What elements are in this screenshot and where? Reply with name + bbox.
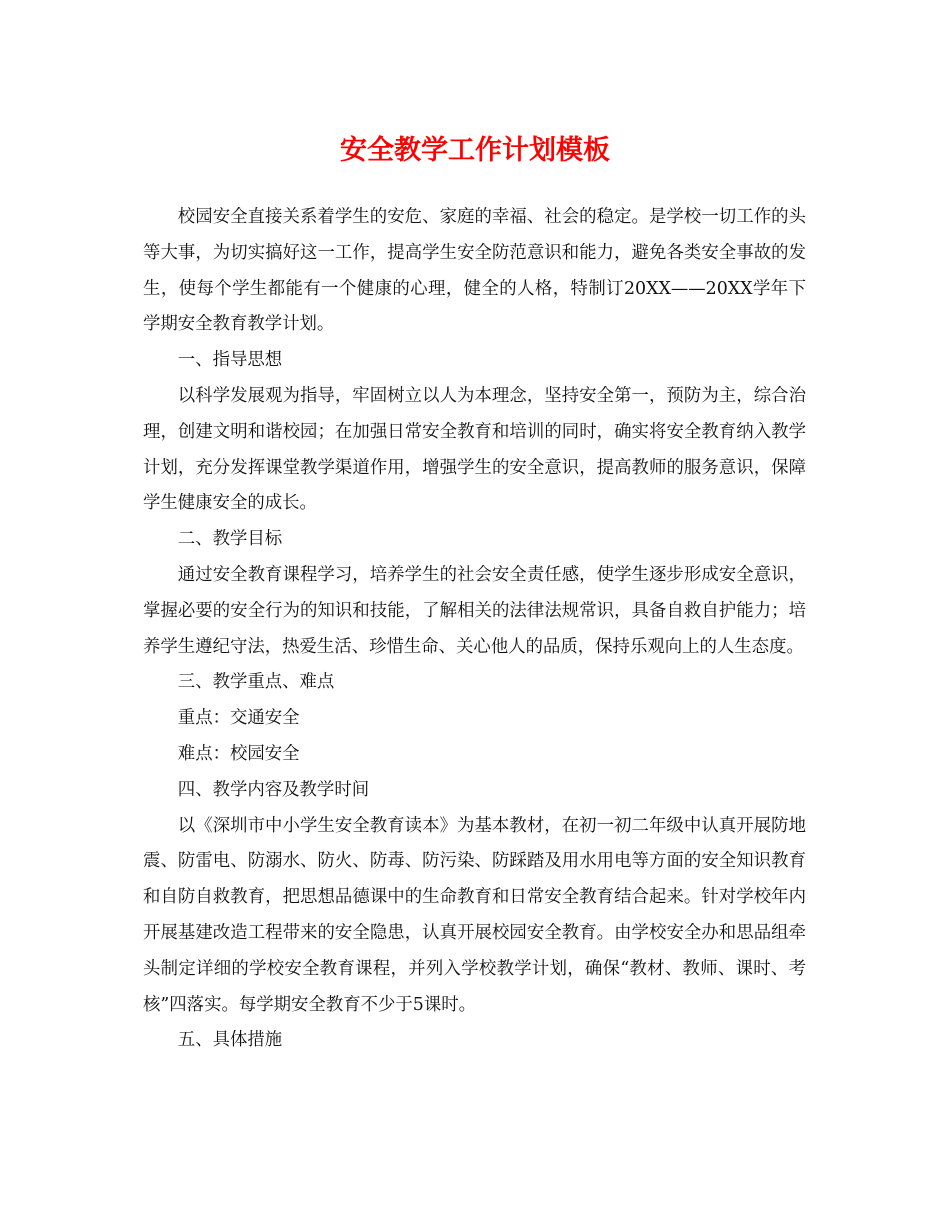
difficult-point-line: 难点：校园安全 — [177, 743, 300, 764]
key-point-line: 重点：交通安全 — [177, 708, 300, 729]
document-title: 安全教学工作计划模板 — [340, 135, 610, 166]
document-body — [143, 200, 806, 1059]
section-heading-teaching-goals: 二、教学目标 — [177, 529, 283, 550]
teaching-goals-paragraph: 通过安全教育课程学习，培养学生的社会安全责任感，使学生逐步形成安全意识，掌握必要的安全行为的知识和技能，了解相关的法律法规常识，具备自救自护能力；培养学生遵纪守法，热爱生活、珍惜生命、关心他人的品质，保持乐观向上的人生态度。 — [143, 564, 806, 657]
section-heading-content-and-time: 四、教学内容及教学时间 — [177, 779, 370, 800]
section-heading-guiding-ideology: 一、指导思想 — [177, 350, 283, 371]
content-and-time-paragraph: 以《深圳市中小学生安全教育读本》为基本教材，在初一初二年级中认真开展防地震、防雷电、防溺水、防火、防毒、防污染、防踩踏及用水用电等方面的安全知识教育和自防自救教育，把思想品德课中的生命教育和日常安全教育结合起来。针对学校年内开展基建改造工程带来的安全隐患，认真开展校园安全教育。由学校安全办和思品组牵头制定详细的学校安全教育课程，并列入学校教学计划，确保“教材、教师、课时、考核”四落实。每学期安全教育不少于5课时。 — [143, 815, 806, 1015]
section-heading-key-points: 三、教学重点、难点 — [177, 672, 335, 693]
section-heading-measures: 五、具体措施 — [177, 1030, 283, 1051]
guiding-ideology-paragraph: 以科学发展观为指导，牢固树立以人为本理念，坚持安全第一，预防为主，综合治理，创建文明和谐校园；在加强日常安全教育和培训的同时，确实将安全教育纳入教学计划，充分发挥课堂教学渠道作用，增强学生的安全意识，提高教师的服务意识，保障学生健康安全的成长。 — [143, 385, 806, 514]
intro-paragraph: 校园安全直接关系着学生的安危、家庭的幸福、社会的稳定。是学校一切工作的头等大事，为切实搞好这一工作，提高学生安全防范意识和能力，避免各类安全事故的发生，使每个学生都能有一个健康的心理，健全的人格，特制订20XX——20XX学年下学期安全教育教学计划。 — [143, 207, 806, 335]
